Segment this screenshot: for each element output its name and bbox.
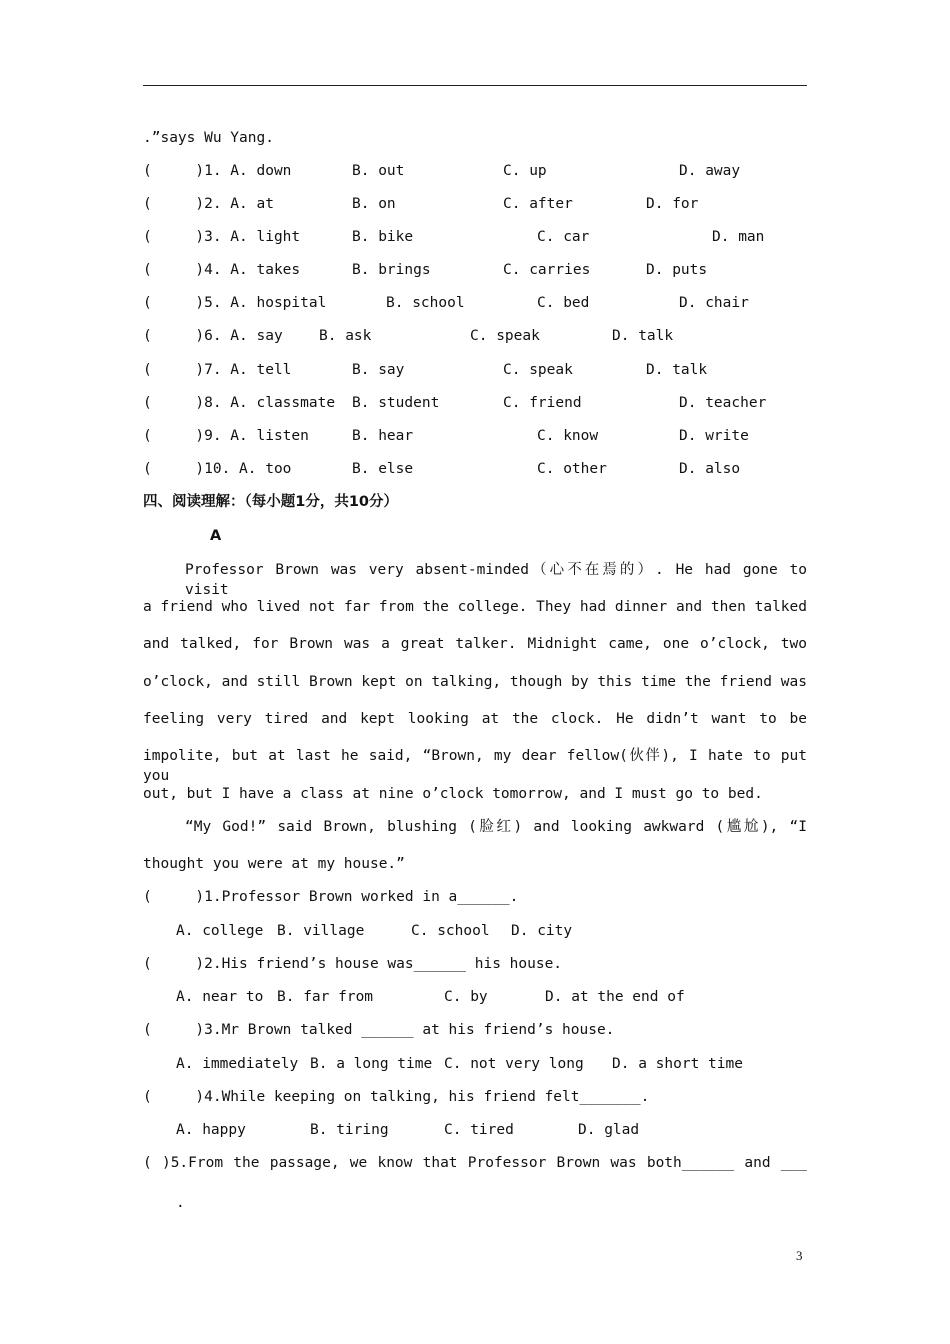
question-option: C. school	[411, 923, 490, 939]
cloze-q5-d: D. chair	[679, 295, 749, 311]
cloze-q3-b: B. bike	[352, 229, 414, 245]
passage-label: A	[210, 528, 222, 544]
cloze-q4-c: C. carries	[503, 262, 591, 278]
cloze-q5: ( )5. A. hospital	[143, 295, 327, 311]
cloze-q1-c: C. up	[503, 163, 547, 179]
page-number: 3	[796, 1248, 803, 1263]
question-option: C. tired	[444, 1122, 514, 1138]
cloze-q1: ( )1. A. down	[143, 163, 292, 179]
question-tail: .	[176, 1195, 185, 1211]
question-option: A. happy	[176, 1122, 246, 1138]
cloze-q3: ( )3. A. light	[143, 229, 301, 245]
section-title: 四、阅读理解：（每小题1分，共10分）	[143, 494, 399, 510]
cloze-q7-d: D. talk	[646, 362, 708, 378]
question-option: A. college	[176, 923, 264, 939]
passage-line: out, but I have a class at nine o’clock tomorrow, and I must go to bed.	[143, 786, 763, 802]
cloze-q4-d: D. puts	[646, 262, 708, 278]
cloze-q6-b: B. ask	[319, 328, 372, 344]
question-option: D. a short time	[612, 1056, 743, 1072]
cloze-q9-c: C. know	[537, 428, 599, 444]
passage-line: impolite, but at last he said, “Brown, my dear fellow(伙伴), I hate to put you	[143, 748, 807, 784]
question-option: C. not very long	[444, 1056, 584, 1072]
passage-line: thought you were at my house.”	[143, 856, 405, 872]
question-option: B. village	[277, 923, 365, 939]
question-option: B. far from	[277, 989, 374, 1005]
question-option: D. city	[511, 923, 573, 939]
cloze-q2-b: B. on	[352, 196, 396, 212]
cloze-q1-b: B. out	[352, 163, 405, 179]
question-stem: ( )5.From the passage, we know that Professor Brown was both______ and ___	[143, 1155, 807, 1171]
question-stem: ( )1.Professor Brown worked in a______.	[143, 889, 519, 905]
cloze-q8-d: D. teacher	[679, 395, 767, 411]
cloze-q7-b: B. say	[352, 362, 405, 378]
passage-line: a friend who lived not far from the college. They had dinner and then talked	[143, 599, 807, 615]
cloze-q8-c: C. friend	[503, 395, 582, 411]
cloze-q4: ( )4. A. takes	[143, 262, 301, 278]
cloze-q10: ( )10. A. too	[143, 461, 292, 477]
question-stem: ( )4.While keeping on talking, his friend felt_______.	[143, 1089, 650, 1105]
cloze-q2: ( )2. A. at	[143, 196, 274, 212]
question-option: D. glad	[578, 1122, 640, 1138]
cloze-q1-d: D. away	[679, 163, 741, 179]
cloze-q2-c: C. after	[503, 196, 573, 212]
cloze-q2-d: D. for	[646, 196, 699, 212]
passage-line: o’clock, and still Brown kept on talking, though by this time the friend was	[143, 674, 807, 690]
cloze-q10-d: D. also	[679, 461, 741, 477]
question-option: B. tiring	[310, 1122, 389, 1138]
cloze-q3-d: D. man	[712, 229, 765, 245]
cloze-q7-c: C. speak	[503, 362, 573, 378]
cloze-q10-c: C. other	[537, 461, 607, 477]
cloze-q10-b: B. else	[352, 461, 414, 477]
cloze-q4-b: B. brings	[352, 262, 431, 278]
cloze-q6-c: C. speak	[470, 328, 540, 344]
top-line: .”says Wu Yang.	[143, 130, 274, 146]
cloze-q5-c: C. bed	[537, 295, 590, 311]
question-option: A. near to	[176, 989, 264, 1005]
cloze-q7: ( )7. A. tell	[143, 362, 292, 378]
cloze-q6-d: D. talk	[612, 328, 674, 344]
question-option: D. at the end of	[545, 989, 685, 1005]
passage-line: feeling very tired and kept looking at the clock. He didn’t want to be	[143, 711, 807, 727]
question-option: C. by	[444, 989, 488, 1005]
cloze-q3-c: C. car	[537, 229, 590, 245]
question-stem: ( )3.Mr Brown talked ______ at his friend’s house.	[143, 1022, 615, 1038]
passage-line: Professor Brown was very absent-minded（心不在焉的）. He had gone to visit	[185, 562, 807, 598]
cloze-q8: ( )8. A. classmate	[143, 395, 336, 411]
question-option: B. a long time	[310, 1056, 433, 1072]
cloze-q9-d: D. write	[679, 428, 749, 444]
cloze-q9-b: B. hear	[352, 428, 414, 444]
cloze-q5-b: B. school	[386, 295, 465, 311]
cloze-q8-b: B. student	[352, 395, 440, 411]
cloze-q6: ( )6. A. say	[143, 328, 283, 344]
question-stem: ( )2.His friend’s house was______ his house.	[143, 956, 563, 972]
passage-line: and talked, for Brown was a great talker. Midnight came, one o’clock, two	[143, 636, 807, 652]
header-rule	[143, 85, 807, 86]
cloze-q9: ( )9. A. listen	[143, 428, 309, 444]
question-option: A. immediately	[176, 1056, 299, 1072]
passage-line: “My God!” said Brown, blushing (脸红) and looking awkward (尴尬), “I	[185, 819, 807, 835]
